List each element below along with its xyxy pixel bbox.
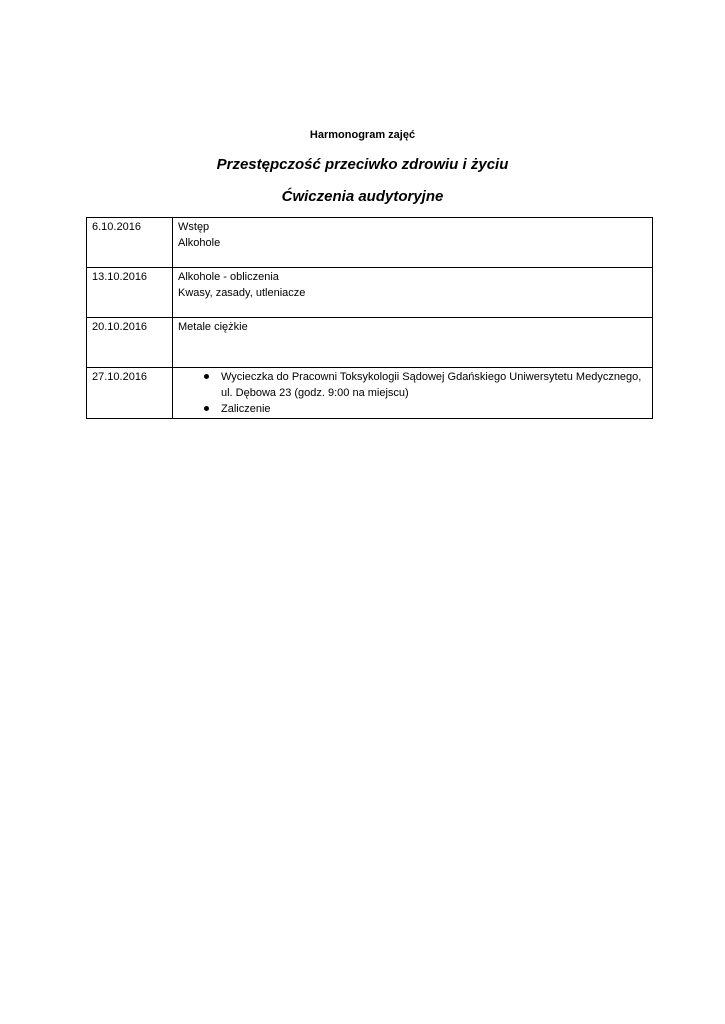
topic-line: Kwasy, zasady, utleniacze [178,287,306,299]
bullet-icon [204,406,209,411]
date-cell: 6.10.2016 [87,218,173,268]
bullet-text: Zaliczenie [221,403,271,415]
schedule-table [86,217,653,419]
bullet-item [221,369,647,401]
topic-cell [173,268,653,318]
table-row [87,268,653,318]
document-title: Harmonogram zajęć [309,129,416,141]
topic-line: Alkohole - obliczenia [178,271,279,283]
bullet-text: Wycieczka do Pracowni Toksykologii Sądowej Gdańskiego Uniwersytetu Medycznego, ul. Dębowa 23 (godz. 9:00 na miejscu) [221,371,642,399]
topic-line: Metale ciężkie [178,321,248,333]
date-cell: 20.10.2016 [87,318,173,368]
date-cell: 27.10.2016 [87,368,173,419]
date-cell: 13.10.2016 [87,268,173,318]
class-type-title: Ćwiczenia audytoryjne [281,188,444,205]
topic-cell [173,218,653,268]
table-row [87,218,653,268]
bullet-item [221,401,647,417]
table-row [87,368,653,419]
bullet-icon [204,374,209,379]
table-row [87,318,653,368]
topic-line: Alkohole [178,237,221,249]
course-title: Przestępczość przeciwko zdrowiu i życiu [216,156,509,173]
topic-cell [173,318,653,368]
topic-line: Wstęp [178,221,210,233]
topic-cell [173,368,653,419]
bullet-list [178,369,647,417]
